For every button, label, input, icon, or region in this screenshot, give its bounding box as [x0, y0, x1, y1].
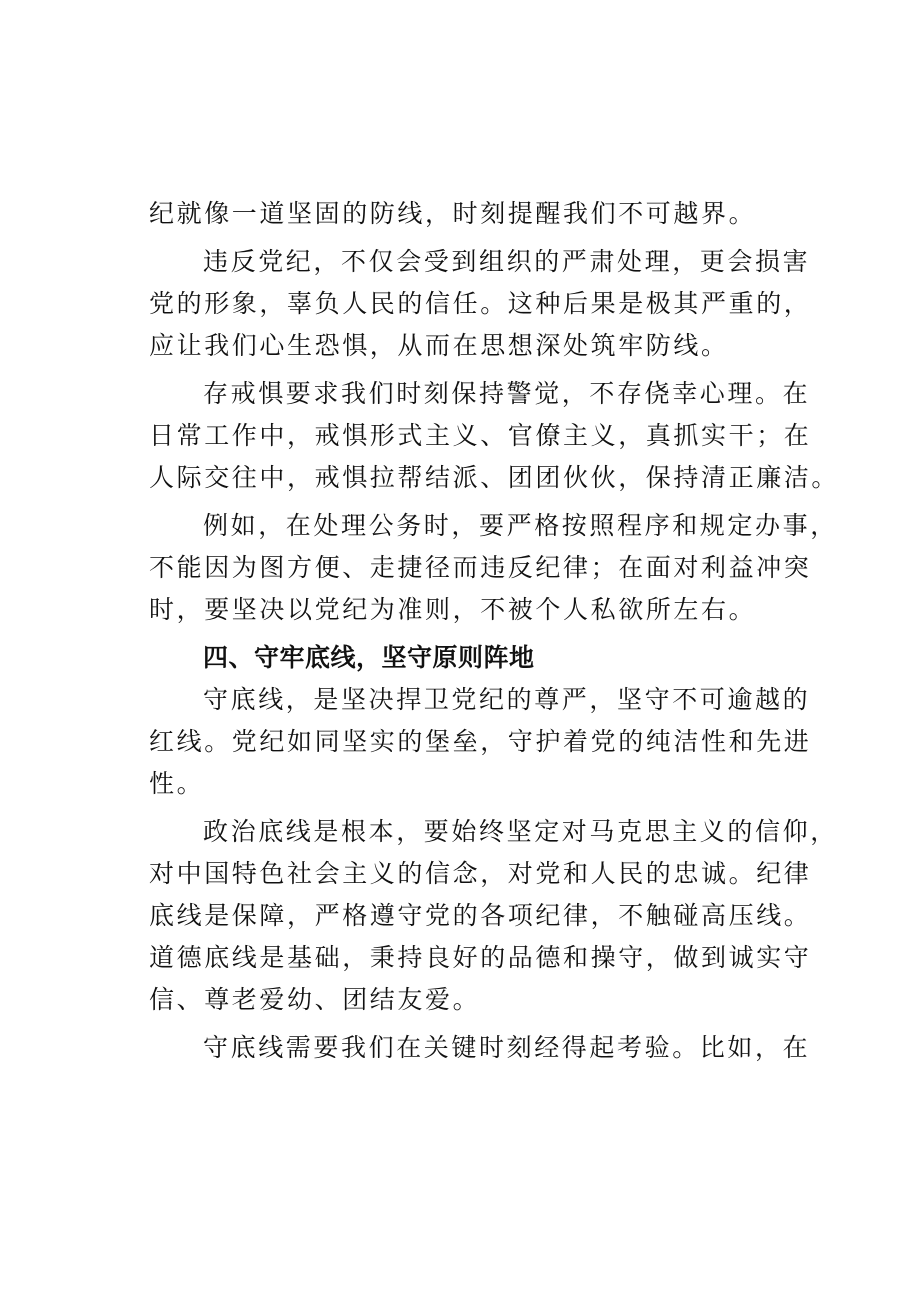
- section-heading: 四、守牢底线，坚守原则阵地: [203, 643, 535, 672]
- paragraph-line: 例如，在处理公务时，要严格按照程序和规定办事，: [203, 511, 838, 540]
- paragraph-line: 时，要坚决以党纪为准则，不被个人私欲所左右。: [149, 595, 757, 624]
- paragraph-line: 日常工作中，戒惧形式主义、官僚主义，真抓实干；在: [149, 421, 812, 450]
- paragraph-line: 守底线，是坚决捍卫党纪的尊严，坚守不可逾越的: [203, 685, 811, 714]
- paragraph-line: 道德底线是基础，秉持良好的品德和操守，做到诚实守: [149, 943, 812, 972]
- paragraph-line: 违反党纪，不仅会受到组织的严肃处理，更会损害: [203, 247, 811, 276]
- paragraph-line: 存戒惧要求我们时刻保持警觉，不存侥幸心理。在: [203, 379, 811, 408]
- paragraph-line: 不能因为图方便、走捷径而违反纪律；在面对利益冲突: [149, 553, 812, 582]
- paragraph-line: 守底线需要我们在关键时刻经得起考验。比如，在: [203, 1033, 811, 1062]
- paragraph-line: 纪就像一道坚固的防线，时刻提醒我们不可越界。: [149, 199, 757, 228]
- body-text: [149, 193, 840, 1069]
- paragraph-line: 信、尊老爱幼、团结友爱。: [149, 985, 481, 1014]
- paragraph-line: 对中国特色社会主义的信念，对党和人民的忠诚。纪律: [149, 859, 812, 888]
- paragraph-line: 党的形象，辜负人民的信任。这种后果是极其严重的，: [149, 289, 812, 318]
- paragraph-line: 底线是保障，严格遵守党的各项纪律，不触碰高压线。: [149, 901, 812, 930]
- paragraph-line: 政治底线是根本，要始终坚定对马克思主义的信仰，: [203, 817, 838, 846]
- paragraph-line: 人际交往中，戒惧拉帮结派、团团伙伙，保持清正廉洁。: [149, 463, 840, 492]
- paragraph-line: 应让我们心生恐惧，从而在思想深处筑牢防线。: [149, 331, 729, 360]
- paragraph-line: 红线。党纪如同坚实的堡垒，守护着党的纯洁性和先进: [149, 727, 812, 756]
- paragraph-line: 性。: [149, 769, 205, 798]
